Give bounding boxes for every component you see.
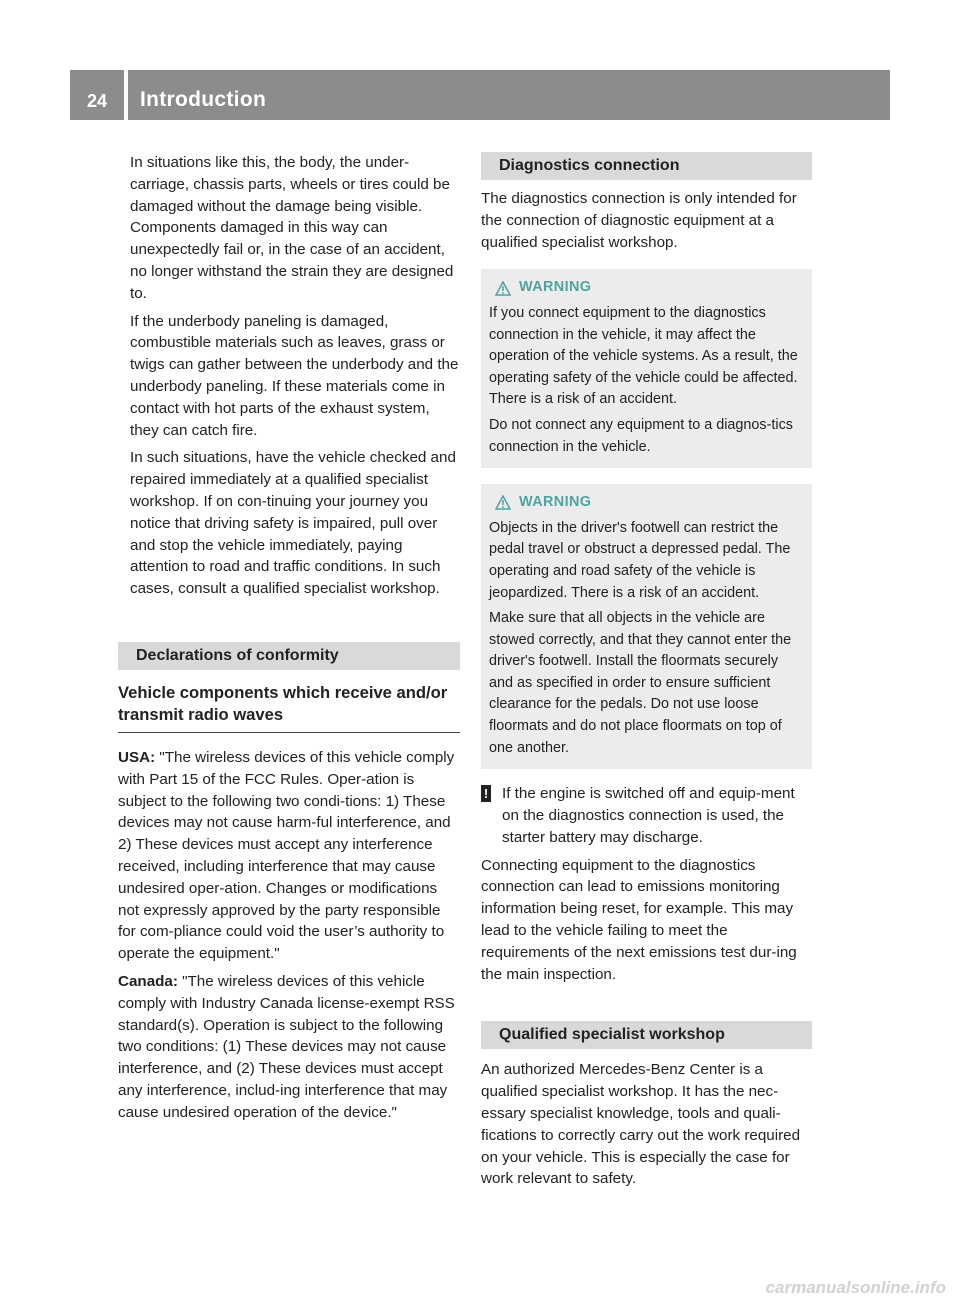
canada-label: Canada: <box>118 972 178 990</box>
warning-text: Do not connect any equipment to a diagnos-tics connection in the vehicle. <box>489 416 793 455</box>
intro-block <box>118 152 460 600</box>
subhead-radio-components: Vehicle components which receive and/or transmit radio waves <box>118 682 460 733</box>
workshop-text: An authorized Mercedes-Benz Center is a qualified specialist workshop. It has the nec-essary specialist knowledge, tools and quali-fications to correctly carry out the work required on your vehicle. This is especially the case for work relevant to safety. <box>481 1061 801 1188</box>
page-header <box>70 70 890 120</box>
warning-triangle-icon <box>495 495 511 510</box>
warning-label: WARNING <box>519 279 592 296</box>
warning-text: If you connect equipment to the diagnostics connection in the vehicle, it may affect the operation of the vehicle systems. As a result, the operating safety of the vehicle could be affected. There is a risk of an accident. <box>489 304 798 408</box>
paragraph: In such situations, have the vehicle checked and repaired immediately at a qualified specialist workshop. If on con-tinuing your journey you notice that driving safety is impaired, pull over and stop the vehicle immediately, paying attention to road and traffic conditions. In such cases, consult a qualified specialist workshop. <box>130 449 456 598</box>
section-title-workshop: Qualified specialist workshop <box>481 1021 812 1049</box>
usa-label: USA: <box>118 748 156 766</box>
watermark: carmanualsonline.info <box>765 1278 946 1297</box>
warning-text: Objects in the driver's footwell can restrict the pedal travel or obstruct a depressed pedal. The operating and road safety of the vehicle is jeopardized. There is a risk of an accident. <box>489 519 791 601</box>
note-battery <box>481 783 812 854</box>
warning-label: WARNING <box>519 494 592 511</box>
note-text: If the engine is switched off and equip-ment on the diagnostics connection is used, the starter battery may discharge. <box>502 785 795 846</box>
page-number: 24 <box>86 91 108 111</box>
right-column <box>481 152 812 1196</box>
warning-text: Make sure that all objects in the vehicle are stowed correctly, and that they cannot enter the driver's footwell. Install the floormats securely and as specified in order to ensure sufficient clearance for the pedals. Do not use loose floormats and do not place floormats on top of one another. <box>489 610 792 756</box>
warning-box-footwell <box>481 484 812 769</box>
exclamation-icon: ! <box>481 785 491 802</box>
paragraph: If the underbody paneling is damaged, combustible materials such as leaves, grass or twigs can gather between the underbody and the underbody paneling. If these materials come in contact with hot parts of the exhaust system, they can catch fire. <box>130 312 459 439</box>
diagnostics-outro: Connecting equipment to the diagnostics connection can lead to emissions monitoring information being reset, for example. This may lead to the vehicle failing to meet the requirements of the next emissions test dur-ing the main inspection. <box>481 856 797 983</box>
warning-triangle-icon <box>495 281 511 296</box>
section-title-declarations: Declarations of conformity <box>118 642 460 670</box>
warning-heading <box>489 277 804 299</box>
paragraph: In situations like this, the body, the under-carriage, chassis parts, wheels or tires could be damaged without the damage being visible. Components damaged in this way can unexpectedly fail or, in the case of an accident, no longer withstand the strain they are designed to. <box>130 154 454 302</box>
canada-text: "The wireless devices of this vehicle comply with Industry Canada license-exempt RSS standard(s). Operation is subject to the following two conditions: (1) These devices may not cause interference, and (2) These devices must accept any interference, includ-ing interference that may cause undesired operation of the device." <box>118 972 455 1121</box>
warning-heading <box>489 492 804 514</box>
usa-text: "The wireless devices of this vehicle comply with Part 15 of the FCC Rules. Oper-ation is subject to the following two condi-tions: 1) These devices may not cause harm-ful interference, and 2) These devices must accept any interference received, including interference that may cause undesired oper-ation. Changes or modifications not expressly approved by the party responsible for com-pliance could void the user’s authority to operate the equipment." <box>118 748 455 963</box>
left-column <box>118 152 460 1129</box>
canada-declaration <box>118 971 460 1124</box>
usa-declaration <box>118 747 460 965</box>
warning-box-equipment <box>481 269 812 468</box>
diagnostics-intro: The diagnostics connection is only intended for the connection of diagnostic equipment at a qualified specialist workshop. <box>481 190 797 251</box>
chapter-title: Introduction <box>140 88 267 111</box>
section-title-diagnostics: Diagnostics connection <box>481 152 812 180</box>
